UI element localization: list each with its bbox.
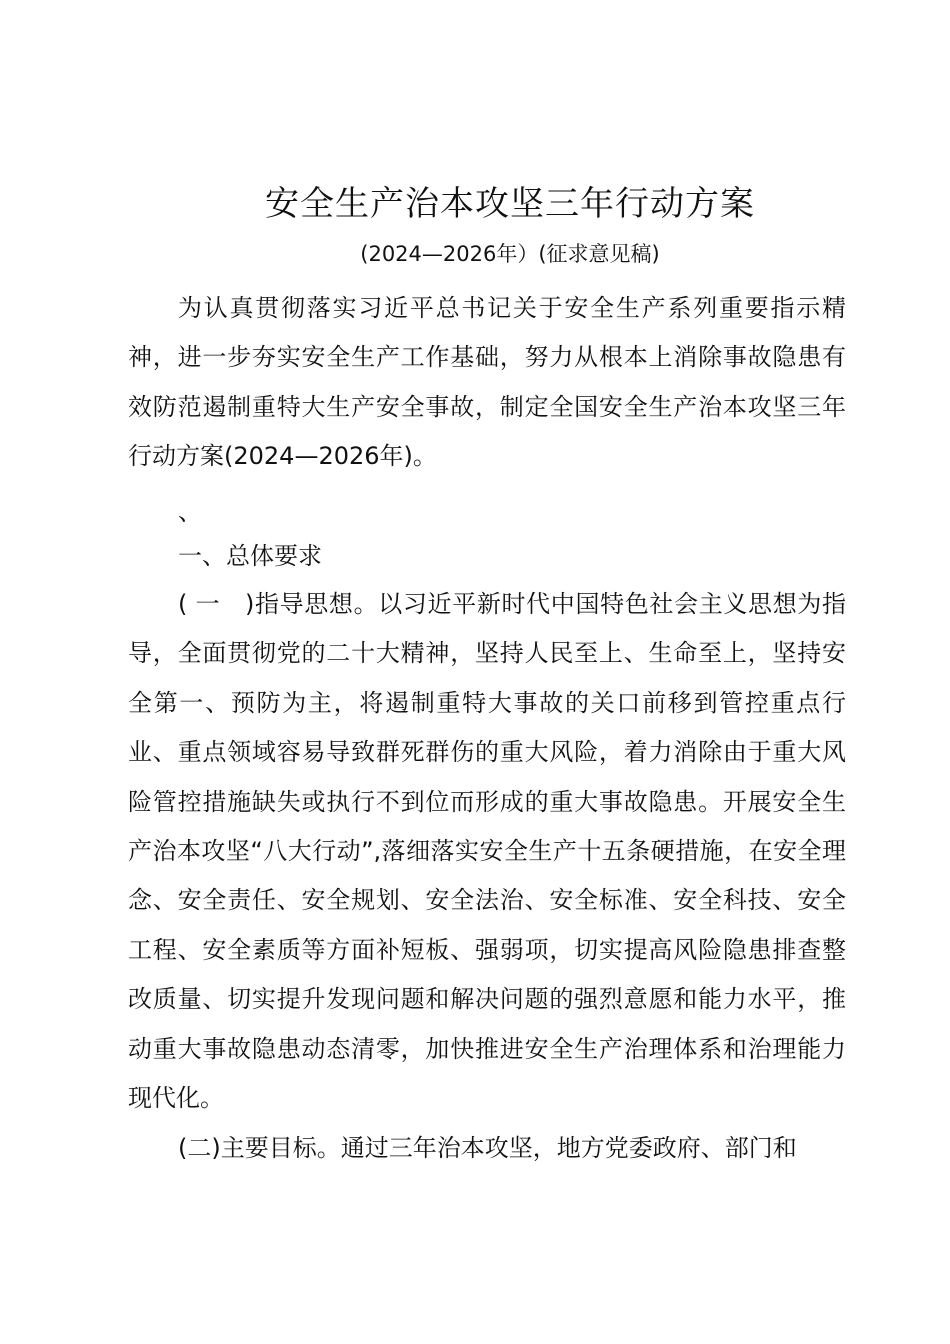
document-subtitle: (2024—2026年）(征求意见稿) (360, 242, 660, 266)
intro-paragraph: 为认真贯彻落实习近平总书记关于安全生产系列重要指示精神，进一步夯实安全生产工作基础，努力从根本上消除事故隐患有效防范遏制重特大生产安全事故，制定全国安全生产治本攻坚三年行动方案(2024—2026年)。 (128, 294, 846, 471)
section-heading: 一、总体要求 (178, 542, 322, 570)
document-title: 安全生产治本攻坚三年行动方案 (265, 184, 755, 224)
guiding-ideology-paragraph: ( 一 )指导思想。以习近平新时代中国特色社会主义思想为指导，全面贯彻党的二十大精神，坚持人民至上、生命至上，坚持安全第一、预防为主，将遏制重特大事故的关口前移到管控重点行业、重点领域容易导致群死群伤的重大风险，着力消除由于重大风险管控措施缺失或执行不到位而形成的重大事故隐患。开展安全生产治本攻坚“八大行动”,落细落实安全生产十五条硬措施，在安全理念、安全责任、安全规划、安全法治、安全标准、安全科技、安全工程、安全素质等方面补短板、强弱项，切实提高风险隐患排查整改质量、切实提升发现问题和解决问题的强烈意愿和能力水平，推动重大事故隐患动态清零，加快推进安全生产治理体系和治理能力现代化。 (128, 590, 846, 1113)
main-goal-paragraph: (二)主要目标。通过三年治本攻坚，地方党委政府、部门和 (178, 1134, 797, 1162)
stray-mark: 、 (178, 498, 202, 526)
